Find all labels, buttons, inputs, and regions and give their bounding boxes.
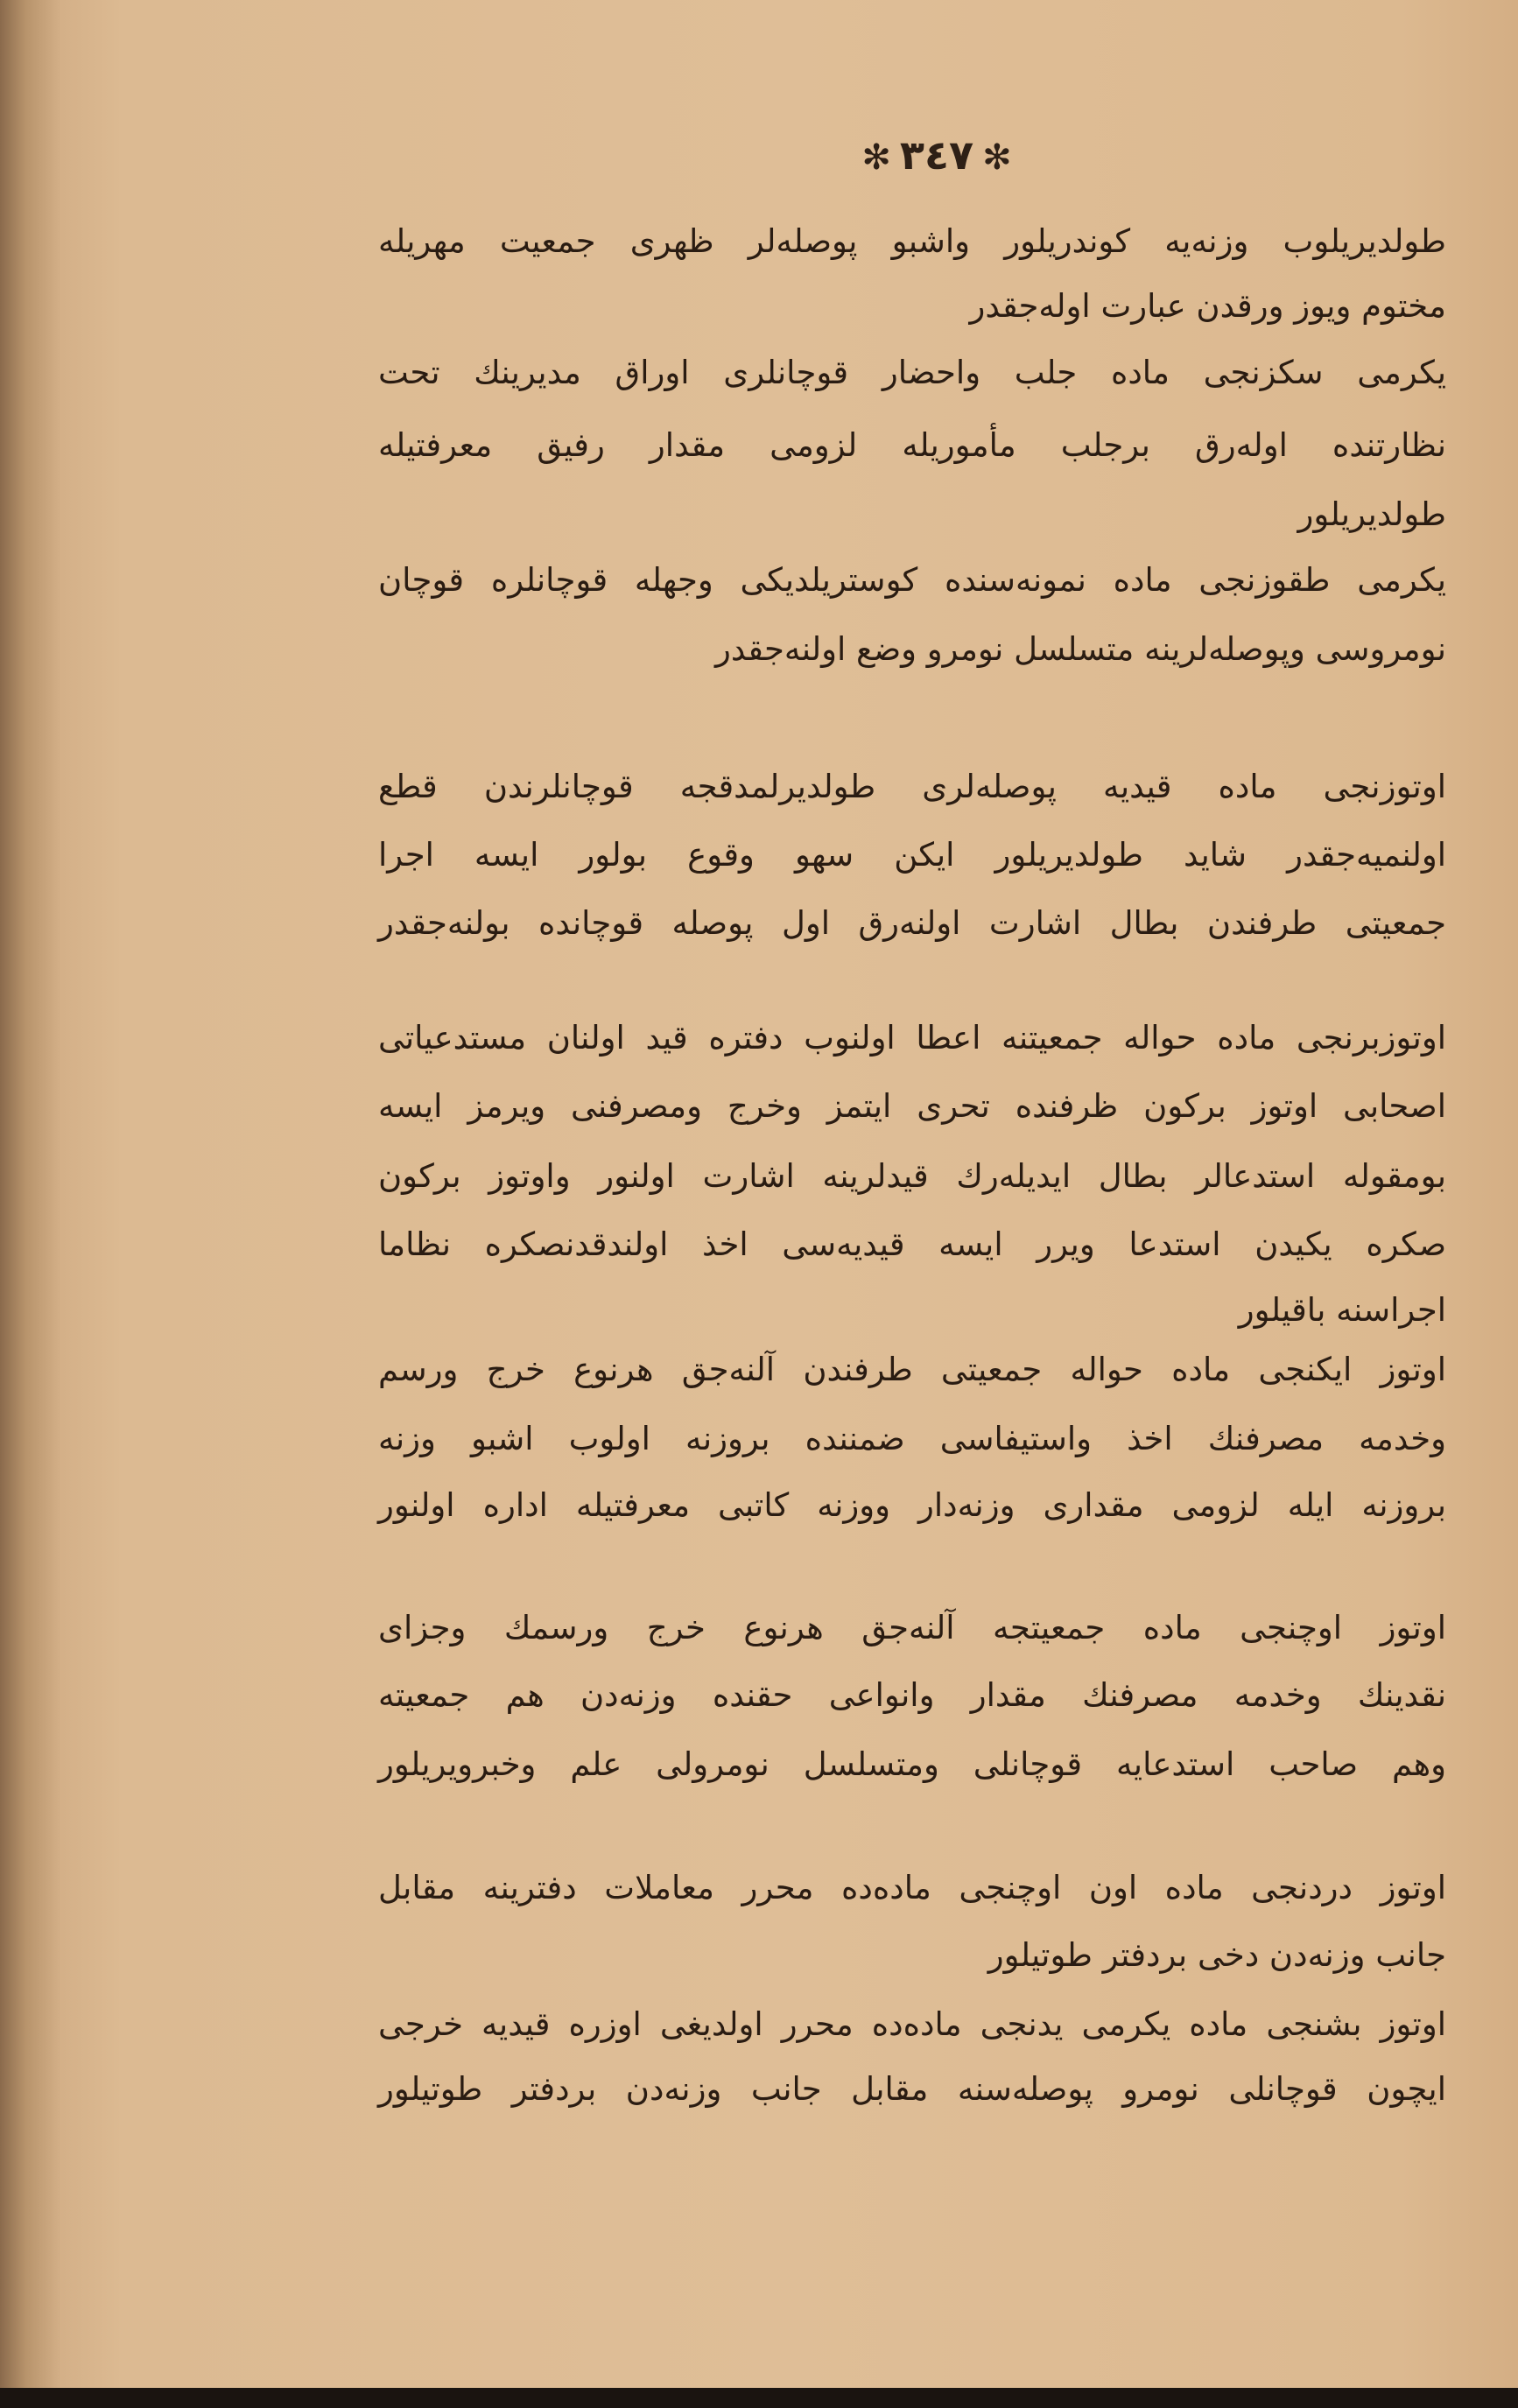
text-line: جانب وزنه‌دن دخی بردفتر طوتیلور bbox=[987, 1936, 1446, 1974]
text-line: مختوم ویوز ورقدن عبارت اوله‌جقدر bbox=[969, 287, 1446, 325]
article-32-heading-line: اوتوز ایکنجی ماده حواله جمعیتی طرفندن آلنه‌جق هرنوع خرج ورسم bbox=[378, 1351, 1446, 1388]
article-28-heading-line: یکرمی سکزنجی ماده جلب واحضار قوچانلری اوراق مدیرینك تحت bbox=[378, 354, 1446, 391]
text-line: وهم صاحب استدعایه قوچانلی ومتسلسل نومرولی علم وخبرویریلور bbox=[378, 1745, 1446, 1783]
text-line: ایچون قوچانلی نومرو پوصله‌سنه مقابل جانب وزنه‌دن بردفتر طوتیلور bbox=[378, 2070, 1446, 2108]
article-31-heading-line: اوتوزبرنجی ماده حواله جمعیتنه اعطا اولنوب دفتره قید اولنان مستدعیاتی bbox=[378, 1019, 1446, 1057]
text-line: نظارتنده اوله‌رق برجلب مأموریله لزومی مقدار رفیق معرفتیله bbox=[378, 426, 1446, 464]
article-30-heading-line: اوتوزنجی ماده قیدیه پوصله‌لری طولدیرلمدقجه قوچانلرندن قطع bbox=[378, 768, 1446, 805]
text-line: نقدینك وخدمه مصرفنك مقدار وانواعی حقنده وزنه‌دن هم جمعیته bbox=[378, 1676, 1446, 1714]
text-line: بومقوله استدعالر بطال ایدیله‌رك قیدلرینه اشارت اولنور واوتوز برکون bbox=[378, 1157, 1446, 1195]
text-line: طولدیریلوب وزنه‌یه کوندریلور واشبو پوصله‌لر ظهری جمعیت مهریله bbox=[378, 222, 1446, 260]
scan-bottom-edge bbox=[0, 2388, 1518, 2408]
text-line: اولنمیه‌جقدر شاید طولدیریلور ایکن سهو وقوع بولور ایسه اجرا bbox=[378, 836, 1446, 874]
text-line: اصحابی اوتوز برکون ظرفنده تحری ایتمز وخرج ومصرفنی ویرمز ایسه bbox=[378, 1087, 1446, 1125]
page-number: ٣٤٧ bbox=[899, 131, 974, 179]
text-line: صکره یکیدن استدعا ویرر ایسه قیدیه‌سی اخذ اولندقدنصکره نظاما bbox=[378, 1225, 1446, 1263]
page-number-header bbox=[840, 131, 1033, 179]
article-29-heading-line: یکرمی طقوزنجی ماده نمونه‌سنده کوستریلدیکی وجهله قوچانلره قوچان bbox=[378, 561, 1446, 599]
text-line: نومروسی وپوصله‌لرینه متسلسل نومرو وضع اولنه‌جقدر bbox=[715, 630, 1446, 668]
article-35-heading-line: اوتوز بشنجی ماده یکرمی یدنجی ماده‌ده محرر اولدیغی اوزره قیدیه خرجی bbox=[378, 2005, 1446, 2043]
text-line: اجراسنه باقیلور bbox=[1238, 1291, 1446, 1329]
article-34-heading-line: اوتوز دردنجی ماده اون اوچنجی ماده‌ده محرر معاملات دفترینه مقابل bbox=[378, 1869, 1446, 1906]
ornament-icon: ✻ bbox=[982, 137, 1012, 178]
text-line: جمعیتی طرفندن بطال اشارت اولنه‌رق اول پوصله قوچانده بولنه‌جقدر bbox=[378, 904, 1446, 942]
article-33-heading-line: اوتوز اوچنجی ماده جمعیتجه آلنه‌جق هرنوع خرج ورسمك وجزای bbox=[378, 1609, 1446, 1646]
text-line: وخدمه مصرفنك اخذ واستیفاسی ضمننده بروزنه اولوب اشبو وزنه bbox=[378, 1420, 1446, 1457]
text-line: طولدیریلور bbox=[1297, 495, 1446, 533]
ornament-icon: ✻ bbox=[861, 137, 891, 178]
text-line: بروزنه ایله لزومی مقداری وزنه‌دار ووزنه کاتبی معرفتیله اداره اولنور bbox=[378, 1486, 1446, 1524]
